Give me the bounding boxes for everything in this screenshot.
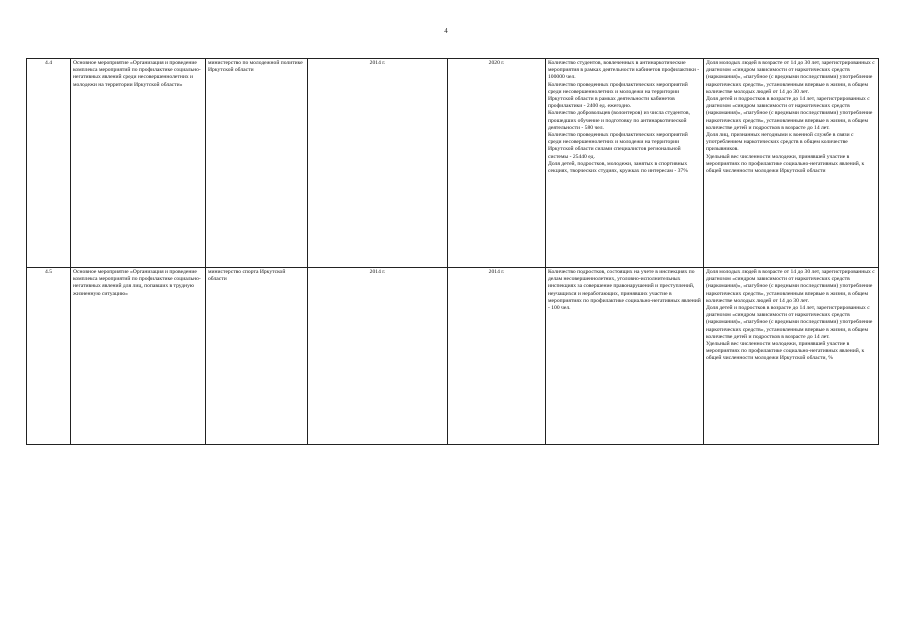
indicator-text: Доля молодых людей в возрасте от 14 до 30 лет, зарегистрированных с диагнозом «синдром зависимости от наркотических средств (наркомания)», «пагубное (с вредными последствиями) употребление наркотических средств», установленным впервые в жизни, в общем количестве молодых людей от 14 до 30 лет. Доля детей и подростков в возрасте до 14 лет, зарегистрированных с диагнозом «синдром зависимости от наркотических средств (наркомания)», «пагубное (с вредными последствиями) употребление наркотических средств», установленным впервые в жизни, в общем количестве детей и подростков в возрасте до 14 лет. Удельный вес численности молодежи, принявшей участие в мероприятиях по профилактике социально-негативных явлений, к общей численности молодежи Иркутской области, % <box>706 269 875 362</box>
result-text: Количество подростков, состоящих на учете в инспекциях по делам несовершеннолетних, уголовно-исполнительных инспекциях за совершение правонарушений и преступлений, неучащихся и неработающих, принявших участие в мероприятиях по профилактике социально-негативных явлений - 100 чел. <box>548 269 703 312</box>
page-number: 4 <box>444 27 448 35</box>
end-year-cell: 2020 г. <box>448 59 546 268</box>
event-text: Основное мероприятие «Организация и проведение комплекса мероприятий по профилактике социально-негативных явлений для лиц, попавших в трудную жизненную ситуацию» <box>73 269 201 297</box>
executor-cell <box>206 59 308 268</box>
executor-cell <box>206 268 308 445</box>
result-cell <box>546 59 704 268</box>
end-year-cell: 2014 г. <box>448 268 546 445</box>
indicator-cell <box>704 268 879 445</box>
executor-text: министерство по молодежной политике Иркутской области <box>208 60 305 74</box>
table-row <box>27 268 879 445</box>
executor-text: министерство спорта Иркутской области <box>208 269 287 283</box>
event-cell <box>71 59 206 268</box>
event-cell <box>71 268 206 445</box>
row-number: 4.5 <box>27 268 71 445</box>
indicator-cell <box>704 59 879 268</box>
start-year-cell: 2014 г. <box>308 59 448 268</box>
result-text: Количество студентов, вовлеченных в антинаркотические мероприятия в рамках деятельности кабинетов профилактики - 100000 чел. Количество проведенных профилактических мероприятий среди несовершеннолетних и молодежи на территории Иркутской области в рамках деятельности кабинетов профилактики - 2400 ед. ежегодно. Количество добровольцев (волонтеров) из числа студентов, прошедших обучение и подготовку по антинаркотической деятельности - 580 чел. Количество проведенных профилактических мероприятий среди несовершеннолетних и молодежи на территории Иркутской области силами специалистов региональной системы - 25440 ед. Доля детей, подростков, молодежи, занятых в спортивных секциях, творческих студиях, кружках по интересам - 37% <box>548 60 700 175</box>
start-year-cell: 2014 г. <box>308 268 448 445</box>
table-row <box>27 59 879 268</box>
program-table <box>26 58 879 445</box>
row-number: 4.4 <box>27 59 71 268</box>
result-cell <box>546 268 704 445</box>
indicator-text: Доля молодых людей в возрасте от 14 до 30 лет, зарегистрированных с диагнозом «синдром зависимости от наркотических средств (наркомания)», «пагубное (с вредными последствиями) употребление наркотических средств», установленным впервые в жизни, в общем количестве молодых людей от 14 до 30 лет. Доля детей и подростков в возрасте до 14 лет, зарегистрированных с диагнозом «синдром зависимости от наркотических средств (наркомания)», «пагубное (с вредными последствиями) употребление наркотических средств», установленным впервые в жизни, в общем количестве детей и подростков в возрасте до 14 лет. Доля лиц, признанных негодными к военной службе в связи с употреблением наркотических средств в общем количестве призывников. Удельный вес численности молодежи, принявшей участие в мероприятиях по профилактике социально-негативных явлений, к общей численности молодежи Иркутской области <box>706 60 875 175</box>
event-text: Основное мероприятие «Организация и проведение комплекса мероприятий по профилактике социально-негативных явлений среди несовершеннолетних и молодежи на территории Иркутской области» <box>73 60 201 88</box>
